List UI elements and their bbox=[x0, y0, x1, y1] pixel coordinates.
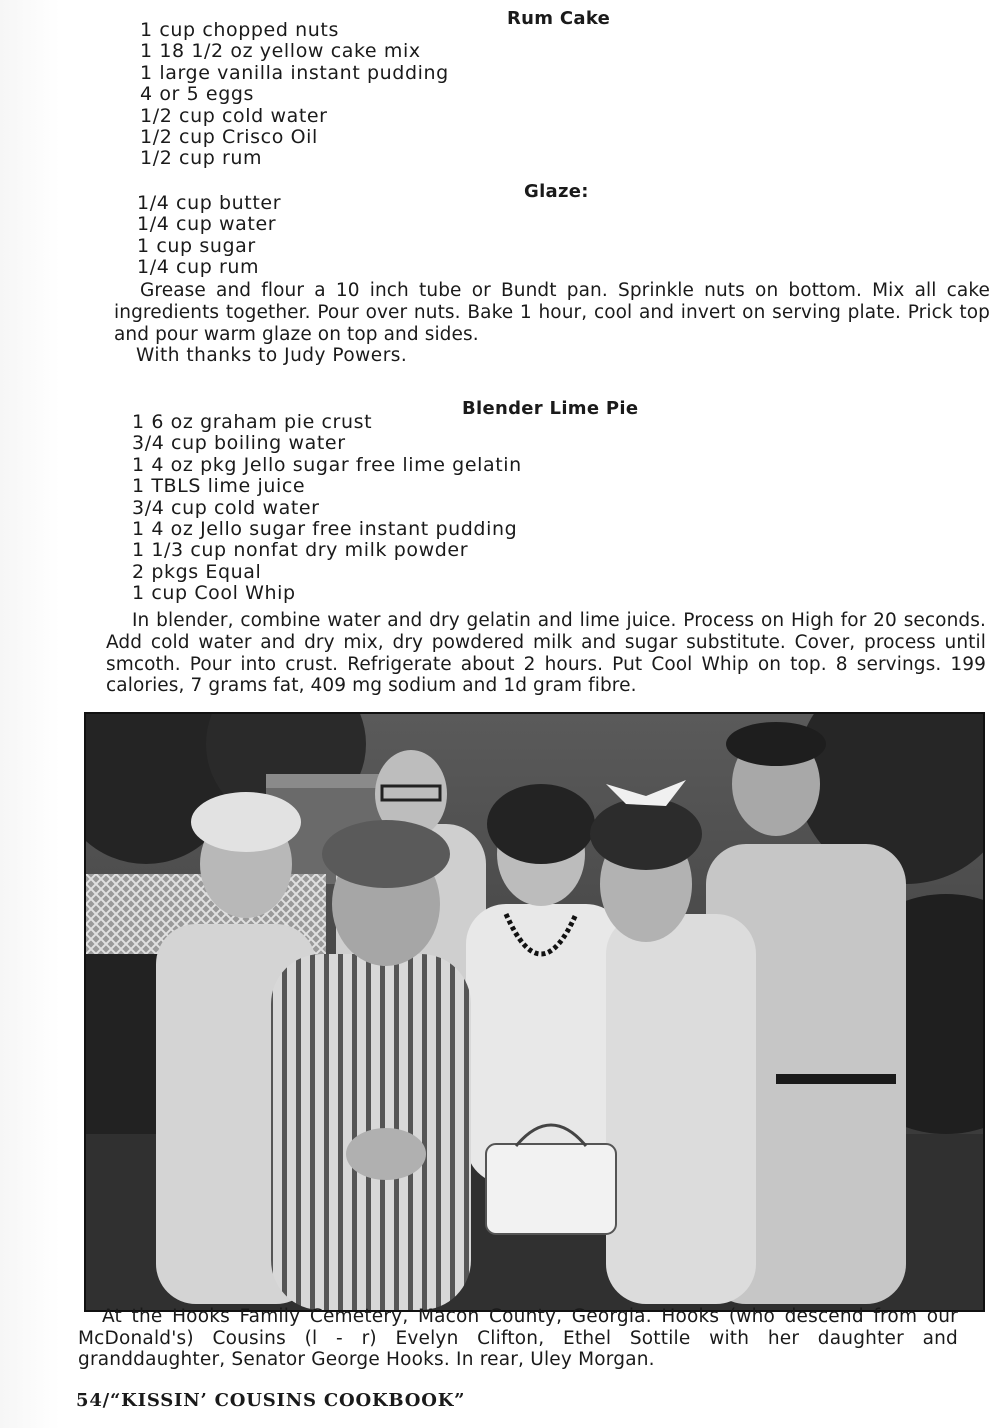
scan-edge bbox=[0, 0, 60, 1428]
ingredient-item: 1 cup sugar bbox=[137, 234, 256, 257]
glaze-instructions: Grease and flour a 10 inch tube or Bundt pan. Sprinkle nuts on bottom. Mix all cake ingredients together. Pour over nuts. Bake 1 hour, cool and invert on serving plate. Prick top and pour warm glaze on top and sides. bbox=[114, 280, 990, 345]
lime-pie-instructions: In blender, combine water and dry gelatin and lime juice. Process on High for 20 seconds. Add cold water and dry mix, dry powdered milk and sugar substitute. Cover, process until smcoth. Pour into crust. Refrigerate about 2 hours. Put Cool Whip on top. 8 servings. 199 calories, 7 grams fat, 409 mg sodium and 1d gram fibre. bbox=[106, 610, 986, 697]
family-photo-image bbox=[86, 714, 983, 1310]
ingredient-item: 3/4 cup boiling water bbox=[132, 432, 346, 455]
ingredient-item: 3/4 cup cold water bbox=[132, 496, 320, 519]
ingredient-item: 1/4 cup butter bbox=[137, 192, 282, 214]
page-footer: 54/“KISSIN’ COUSINS COOKBOOK” bbox=[76, 1390, 466, 1411]
photo-caption: At the Hooks Family Cemetery, Macon County, Georgia. Hooks (who descend from our McDonald's) Cousins (l - r) Evelyn Clifton, Ethel Sottile with her daughter and granddaughter, Senator George Hooks. In rear, Uley Morgan. bbox=[78, 1306, 958, 1370]
ingredient-item: 1/4 cup rum bbox=[137, 256, 260, 279]
recipe-credit: With thanks to Judy Powers. bbox=[136, 345, 408, 366]
ingredient-item: 1 large vanilla instant pudding bbox=[140, 61, 449, 84]
glaze-ingredients bbox=[137, 193, 281, 279]
ingredient-item: 1 18 1/2 oz yellow cake mix bbox=[140, 40, 421, 63]
glaze-title: Glaze: bbox=[524, 181, 589, 202]
ingredient-item: 1/2 cup Crisco Oil bbox=[140, 126, 318, 149]
family-photo bbox=[84, 712, 985, 1312]
ingredient-item: 1 6 oz graham pie crust bbox=[132, 411, 373, 433]
ingredient-item: 1 cup chopped nuts bbox=[140, 19, 339, 41]
rum-cake-title: Rum Cake bbox=[507, 8, 611, 29]
ingredient-item: 1 TBLS lime juice bbox=[132, 475, 306, 498]
lime-pie-ingredients bbox=[132, 412, 522, 605]
ingredient-item: 4 or 5 eggs bbox=[140, 83, 255, 106]
ingredient-item: 1 1/3 cup nonfat dry milk powder bbox=[132, 539, 469, 562]
ingredient-item: 1 cup Cool Whip bbox=[132, 582, 296, 605]
ingredient-item: 1 4 oz Jello sugar free instant pudding bbox=[132, 518, 518, 541]
lime-pie-title: Blender Lime Pie bbox=[462, 398, 639, 419]
ingredient-item: 1/4 cup water bbox=[137, 213, 277, 236]
ingredient-item: 2 pkgs Equal bbox=[132, 560, 262, 583]
ingredient-item: 1/2 cup rum bbox=[140, 147, 263, 170]
rum-cake-ingredients bbox=[140, 20, 449, 170]
ingredient-item: 1 4 oz pkg Jello sugar free lime gelatin bbox=[132, 453, 522, 476]
ingredient-item: 1/2 cup cold water bbox=[140, 104, 328, 127]
